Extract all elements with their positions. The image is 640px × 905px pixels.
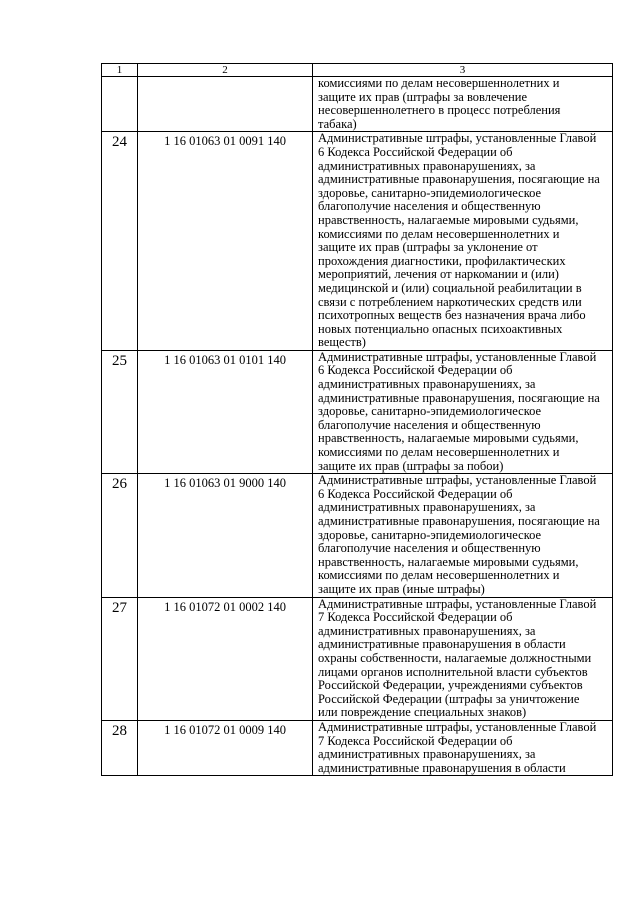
column-header-3: 3 bbox=[313, 64, 613, 77]
description-line: Административные штрафы, установленные Главой bbox=[318, 131, 597, 146]
row-number-cell: 26 bbox=[102, 474, 138, 597]
description-line: новых потенциально опасных психоактивных bbox=[318, 321, 563, 336]
row-code-cell: 1 16 01063 01 0101 140 bbox=[138, 350, 313, 473]
description-line: прохождения диагностики, профилактических bbox=[318, 253, 566, 268]
row-code-cell bbox=[138, 77, 313, 132]
table-row bbox=[102, 597, 613, 720]
description-line: здоровье, санитарно-эпидемиологическое bbox=[318, 404, 542, 419]
description-line: административных правонарушениях, за bbox=[318, 158, 536, 173]
table-row bbox=[102, 474, 613, 597]
table-row bbox=[102, 350, 613, 473]
description-line: комиссиями по делам несовершеннолетних и bbox=[318, 76, 560, 90]
row-number-cell: 25 bbox=[102, 350, 138, 473]
description-line: или повреждение специальных знаков) bbox=[318, 705, 527, 720]
description-line: нравственность, налагаемые мировыми судьями, bbox=[318, 212, 579, 227]
description-line: административные правонарушения, посягающие на bbox=[318, 172, 600, 187]
description-line: административные правонарушения, посягающие на bbox=[318, 390, 600, 405]
fines-table bbox=[101, 63, 613, 776]
table-row bbox=[102, 132, 613, 351]
description-line: 6 Кодекса Российской Федерации об bbox=[318, 486, 513, 501]
description-line: благополучие населения и общественную bbox=[318, 541, 541, 556]
description-line: Российской Федерации, учреждениями субъектов bbox=[318, 678, 583, 693]
description-line: табака) bbox=[318, 116, 357, 131]
description-line: лицами органов исполнительной власти субъектов bbox=[318, 664, 588, 679]
table-header-row bbox=[102, 64, 613, 77]
row-description-cell bbox=[313, 720, 613, 775]
description-line: благополучие населения и общественную bbox=[318, 417, 541, 432]
description-line: медицинской и (или) социальной реабилитации в bbox=[318, 280, 582, 295]
description-line: несовершеннолетнего в процесс потребления bbox=[318, 103, 561, 118]
description-line: административные правонарушения, посягающие на bbox=[318, 514, 600, 528]
column-header-1: 1 bbox=[102, 64, 138, 77]
description-line: административных правонарушениях, за bbox=[318, 500, 536, 515]
description-line: веществ) bbox=[318, 335, 366, 350]
description-line: защите их прав (штрафы за вовлечение bbox=[318, 89, 527, 104]
description-line: административных правонарушениях, за bbox=[318, 377, 536, 392]
description-line: охраны собственности, налагаемые должностными bbox=[318, 650, 592, 665]
description-line: комиссиями по делам несовершеннолетних и bbox=[318, 226, 560, 241]
description-line: Административные штрафы, установленные Главой bbox=[318, 719, 597, 734]
row-description-cell bbox=[313, 597, 613, 720]
description-line: нравственность, налагаемые мировыми судьями, bbox=[318, 431, 579, 446]
description-line: 7 Кодекса Российской Федерации об bbox=[318, 610, 513, 625]
description-line: Административные штрафы, установленные Главой bbox=[318, 596, 597, 611]
description-line: административных правонарушениях, за bbox=[318, 747, 536, 762]
description-line: нравственность, налагаемые мировыми судьями, bbox=[318, 554, 579, 569]
row-number-cell: 27 bbox=[102, 597, 138, 720]
row-code-cell: 1 16 01063 01 9000 140 bbox=[138, 474, 313, 597]
row-code-cell: 1 16 01072 01 0009 140 bbox=[138, 720, 313, 775]
table-rows bbox=[102, 132, 613, 776]
row-code-cell: 1 16 01063 01 0091 140 bbox=[138, 132, 313, 351]
description-line: административных правонарушениях, за bbox=[318, 623, 536, 638]
description-line: психотропных веществ без назначения врача либо bbox=[318, 308, 586, 323]
row-number-cell: 28 bbox=[102, 720, 138, 775]
description-line: административные правонарушения в области bbox=[318, 637, 566, 652]
description-line: защите их прав (иные штрафы) bbox=[318, 581, 485, 596]
description-line: Российской Федерации (штрафы за уничтожение bbox=[318, 691, 580, 706]
description-line: Административные штрафы, установленные Главой bbox=[318, 349, 597, 364]
table-row-continuation bbox=[102, 77, 613, 132]
description-line: комиссиями по делам несовершеннолетних и bbox=[318, 568, 560, 583]
row-description-cell bbox=[313, 350, 613, 473]
description-line: комиссиями по делам несовершеннолетних и bbox=[318, 445, 560, 460]
row-description-cell bbox=[313, 77, 613, 132]
table-row bbox=[102, 720, 613, 775]
row-description-cell bbox=[313, 474, 613, 597]
description-line: здоровье, санитарно-эпидемиологическое bbox=[318, 527, 542, 542]
description-line: 6 Кодекса Российской Федерации об bbox=[318, 144, 513, 159]
description-line: мероприятий, лечения от наркомании и (или) bbox=[318, 267, 559, 282]
row-number-cell bbox=[102, 77, 138, 132]
description-line: здоровье, санитарно-эпидемиологическое bbox=[318, 185, 542, 200]
row-code-cell: 1 16 01072 01 0002 140 bbox=[138, 597, 313, 720]
description-line: Административные штрафы, установленные Главой bbox=[318, 473, 597, 488]
description-line: 7 Кодекса Российской Федерации об bbox=[318, 733, 513, 748]
description-line: 6 Кодекса Российской Федерации об bbox=[318, 363, 513, 378]
row-description-cell bbox=[313, 132, 613, 351]
description-line: административные правонарушения в области bbox=[318, 760, 566, 775]
description-line: защите их прав (штрафы за уклонение от bbox=[318, 240, 538, 255]
column-header-2: 2 bbox=[138, 64, 313, 77]
description-line: защите их прав (штрафы за побои) bbox=[318, 458, 504, 473]
row-number-cell: 24 bbox=[102, 132, 138, 351]
description-line: связи с потреблением наркотических средств или bbox=[318, 294, 582, 309]
description-line: благополучие населения и общественную bbox=[318, 199, 541, 214]
